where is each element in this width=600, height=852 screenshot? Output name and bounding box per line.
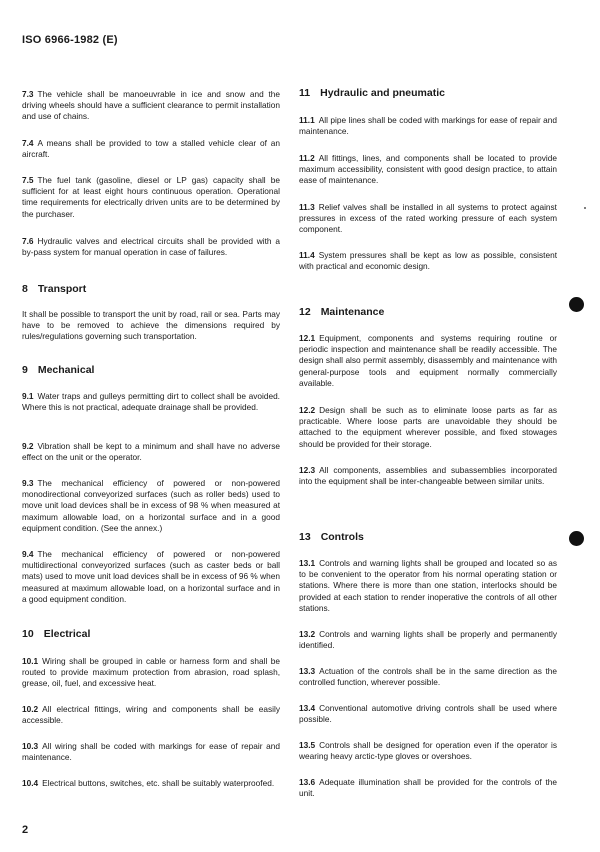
clause-text: All components, assemblies and subassemblies incorporated into the equipment shall be inter-changeable between similar units. xyxy=(299,465,557,487)
clause-text: Controls and warning lights shall be properly and permanently identified. xyxy=(299,629,557,651)
section-number: 8 xyxy=(22,283,28,295)
clause-number: 13.1 xyxy=(299,558,316,568)
clause-text: Wiring shall be grouped in cable or harness form and shall be routed to provide maximum protection from abrasion, road splash, grease, oil, fuel, and excessive heat. xyxy=(22,656,280,689)
clause-number: 13.6 xyxy=(299,777,316,787)
clause-number: 13.5 xyxy=(299,740,316,750)
section-title: Controls xyxy=(320,531,364,543)
clause-11-4 xyxy=(299,250,557,272)
clause-text: Water traps and gulleys permitting dirt to collect shall be avoided. Where this is not practical, adequate drainage shall be provided. xyxy=(22,391,280,413)
clause-number: 11.1 xyxy=(299,115,315,125)
clause-text: Controls shall be designed for operation even if the operator is wearing heavy arctic-type gloves or overshoes. xyxy=(299,740,557,762)
clause-text: The mechanical efficiency of powered or non-powered monodirectional conveyorized surfaces (such as roller beds) used to move unit load devices shall be in excess of 98 % when measured at maximum allowable load, on a horizontal surface and in a good equipment condition. (See the annex.) xyxy=(22,478,280,533)
clause-text: The mechanical efficiency of powered or non-powered multidirectional conveyorized surfaces (such as caster beds or ball mats) used to move unit load devices shall be in excess of 96 % when measured at maximum allowable load, on a horizontal surface and in a good equipment condition. xyxy=(22,549,280,604)
section-number: 9 xyxy=(22,364,28,376)
clause-number: 11.2 xyxy=(299,153,315,163)
section-title: Hydraulic and pneumatic xyxy=(320,87,445,99)
section-number: 12 xyxy=(299,306,311,318)
page-number: 2 xyxy=(22,824,29,836)
clause-text: Electrical buttons, switches, etc. shall be suitably waterproofed. xyxy=(42,778,275,788)
section-number: 13 xyxy=(299,531,311,543)
clause-number: 11.4 xyxy=(299,250,315,260)
clause-number: 10.1 xyxy=(22,656,39,666)
clause-text: Vibration shall be kept to a minimum and shall have no adverse effect on the unit or the operator. xyxy=(22,441,280,463)
section-number: 10 xyxy=(22,628,34,640)
clause-10-2 xyxy=(22,704,280,726)
clause-number: 13.3 xyxy=(299,666,316,676)
clause-number: 9.4 xyxy=(22,549,34,559)
section-10-heading xyxy=(22,629,90,640)
clause-9-3 xyxy=(22,478,280,534)
section-11-heading xyxy=(299,88,445,99)
clause-text: Relief valves shall be installed in all systems to protect against pressures in excess of the rated working pressure of each system component. xyxy=(299,202,557,235)
clause-12-1 xyxy=(299,333,557,389)
clause-number: 7.5 xyxy=(22,175,34,185)
clause-12-2 xyxy=(299,405,557,450)
section-title: Mechanical xyxy=(37,364,95,376)
clause-9-2 xyxy=(22,441,280,463)
clause-number: 7.4 xyxy=(22,138,34,148)
clause-number: 12.3 xyxy=(299,465,316,475)
clause-text: System pressures shall be kept as low as possible, consistent with practical and economic design. xyxy=(299,250,557,272)
clause-text: A means shall be provided to tow a stalled vehicle clear of an aircraft. xyxy=(22,138,280,160)
clause-text: It shall be possible to transport the unit by road, rail or sea. Parts may have to be removed to achieve the dimensions required by rules/regulations governing such transportation. xyxy=(22,309,280,342)
clause-number: 10.4 xyxy=(22,778,39,788)
clause-text: Adequate illumination shall be provided for the controls of the unit. xyxy=(299,777,557,799)
clause-text: All wiring shall be coded with markings for ease of repair and maintenance. xyxy=(22,741,280,763)
clause-9-1 xyxy=(22,391,280,413)
clause-number: 7.3 xyxy=(22,89,34,99)
clause-7-6 xyxy=(22,236,280,258)
clause-number: 12.2 xyxy=(299,405,316,415)
clause-number: 13.2 xyxy=(299,629,316,639)
clause-13-2 xyxy=(299,629,557,651)
section-title: Transport xyxy=(37,283,87,295)
clause-8-body xyxy=(22,309,280,343)
clause-12-3 xyxy=(299,465,557,487)
clause-number: 7.6 xyxy=(22,236,34,246)
clause-text: Hydraulic valves and electrical circuits shall be provided with a by-pass system for manual operation in case of failures. xyxy=(22,236,280,258)
clause-7-3 xyxy=(22,89,280,123)
clause-13-5 xyxy=(299,740,557,762)
clause-10-1 xyxy=(22,656,280,690)
clause-number: 11.3 xyxy=(299,202,315,212)
clause-13-3 xyxy=(299,666,557,688)
section-12-heading xyxy=(299,307,384,318)
clause-13-1 xyxy=(299,558,557,614)
clause-number: 12.1 xyxy=(299,333,316,343)
clause-11-1 xyxy=(299,115,557,137)
clause-number: 10.2 xyxy=(22,704,39,714)
clause-number: 9.1 xyxy=(22,391,34,401)
clause-text: All electrical fittings, wiring and components shall be easily accessible. xyxy=(22,704,280,726)
clause-13-4 xyxy=(299,703,557,725)
clause-text: Design shall be such as to eliminate loose parts as far as practicable. Where loose parts are unavoidable they should be attached to the equipment wherever possible, and fixed stowages should be provided for their storage. xyxy=(299,405,557,449)
scan-speck xyxy=(584,207,586,209)
clause-text: Equipment, components and systems requiring routine or periodic inspection and maintenance shall be readily accessible. The design shall also permit assembly, disassembly and maintenance with general-purpose tools and equipment normally commercially available. xyxy=(299,333,557,388)
clause-7-4 xyxy=(22,138,280,160)
clause-number: 9.3 xyxy=(22,478,34,488)
clause-text: Conventional automotive driving controls shall be used where possible. xyxy=(299,703,557,725)
margin-bullet-mark xyxy=(569,531,584,546)
section-title: Electrical xyxy=(43,628,91,640)
section-number: 11 xyxy=(299,87,311,99)
clause-text: Actuation of the controls shall be in the same direction as the controlled function, wherever possible. xyxy=(299,666,557,688)
section-8-heading xyxy=(22,284,86,295)
clause-number: 9.2 xyxy=(22,441,34,451)
clause-10-3 xyxy=(22,741,280,763)
clause-text: All fittings, lines, and components shall be located to provide maximum accessibility, consistent with good design practice, to attain ease of maintenance. xyxy=(299,153,557,186)
clause-11-2 xyxy=(299,153,557,187)
clause-text: The fuel tank (gasoline, diesel or LP gas) capacity shall be sufficient for at least eight hours continuous operation. Operational time requirements for electrically driven units are to be determined by the purchaser. xyxy=(22,175,280,219)
clause-number: 10.3 xyxy=(22,741,39,751)
section-9-heading xyxy=(22,365,94,376)
clause-number: 13.4 xyxy=(299,703,316,713)
section-13-heading xyxy=(299,532,364,543)
clause-text: All pipe lines shall be coded with markings for ease of repair and maintenance. xyxy=(299,115,557,137)
clause-13-6 xyxy=(299,777,557,799)
clause-11-3 xyxy=(299,202,557,236)
section-title: Maintenance xyxy=(320,306,385,318)
clause-text: The vehicle shall be manoeuvrable in ice and snow and the driving wheels should have a sufficient clearance to permit installation and use of chains. xyxy=(22,89,280,122)
margin-bullet-mark xyxy=(569,297,584,312)
clause-text: Controls and warning lights shall be grouped and located so as to be convenient to the operator from his normal operating station or stations. Where there is more than one station, interlocks should be provided at each station to render inoperative the controls of all other stations. xyxy=(299,558,557,613)
document-id-header: ISO 6966-1982 (E) xyxy=(22,34,118,46)
clause-9-4 xyxy=(22,549,280,605)
clause-10-4 xyxy=(22,778,280,789)
clause-7-5 xyxy=(22,175,280,220)
